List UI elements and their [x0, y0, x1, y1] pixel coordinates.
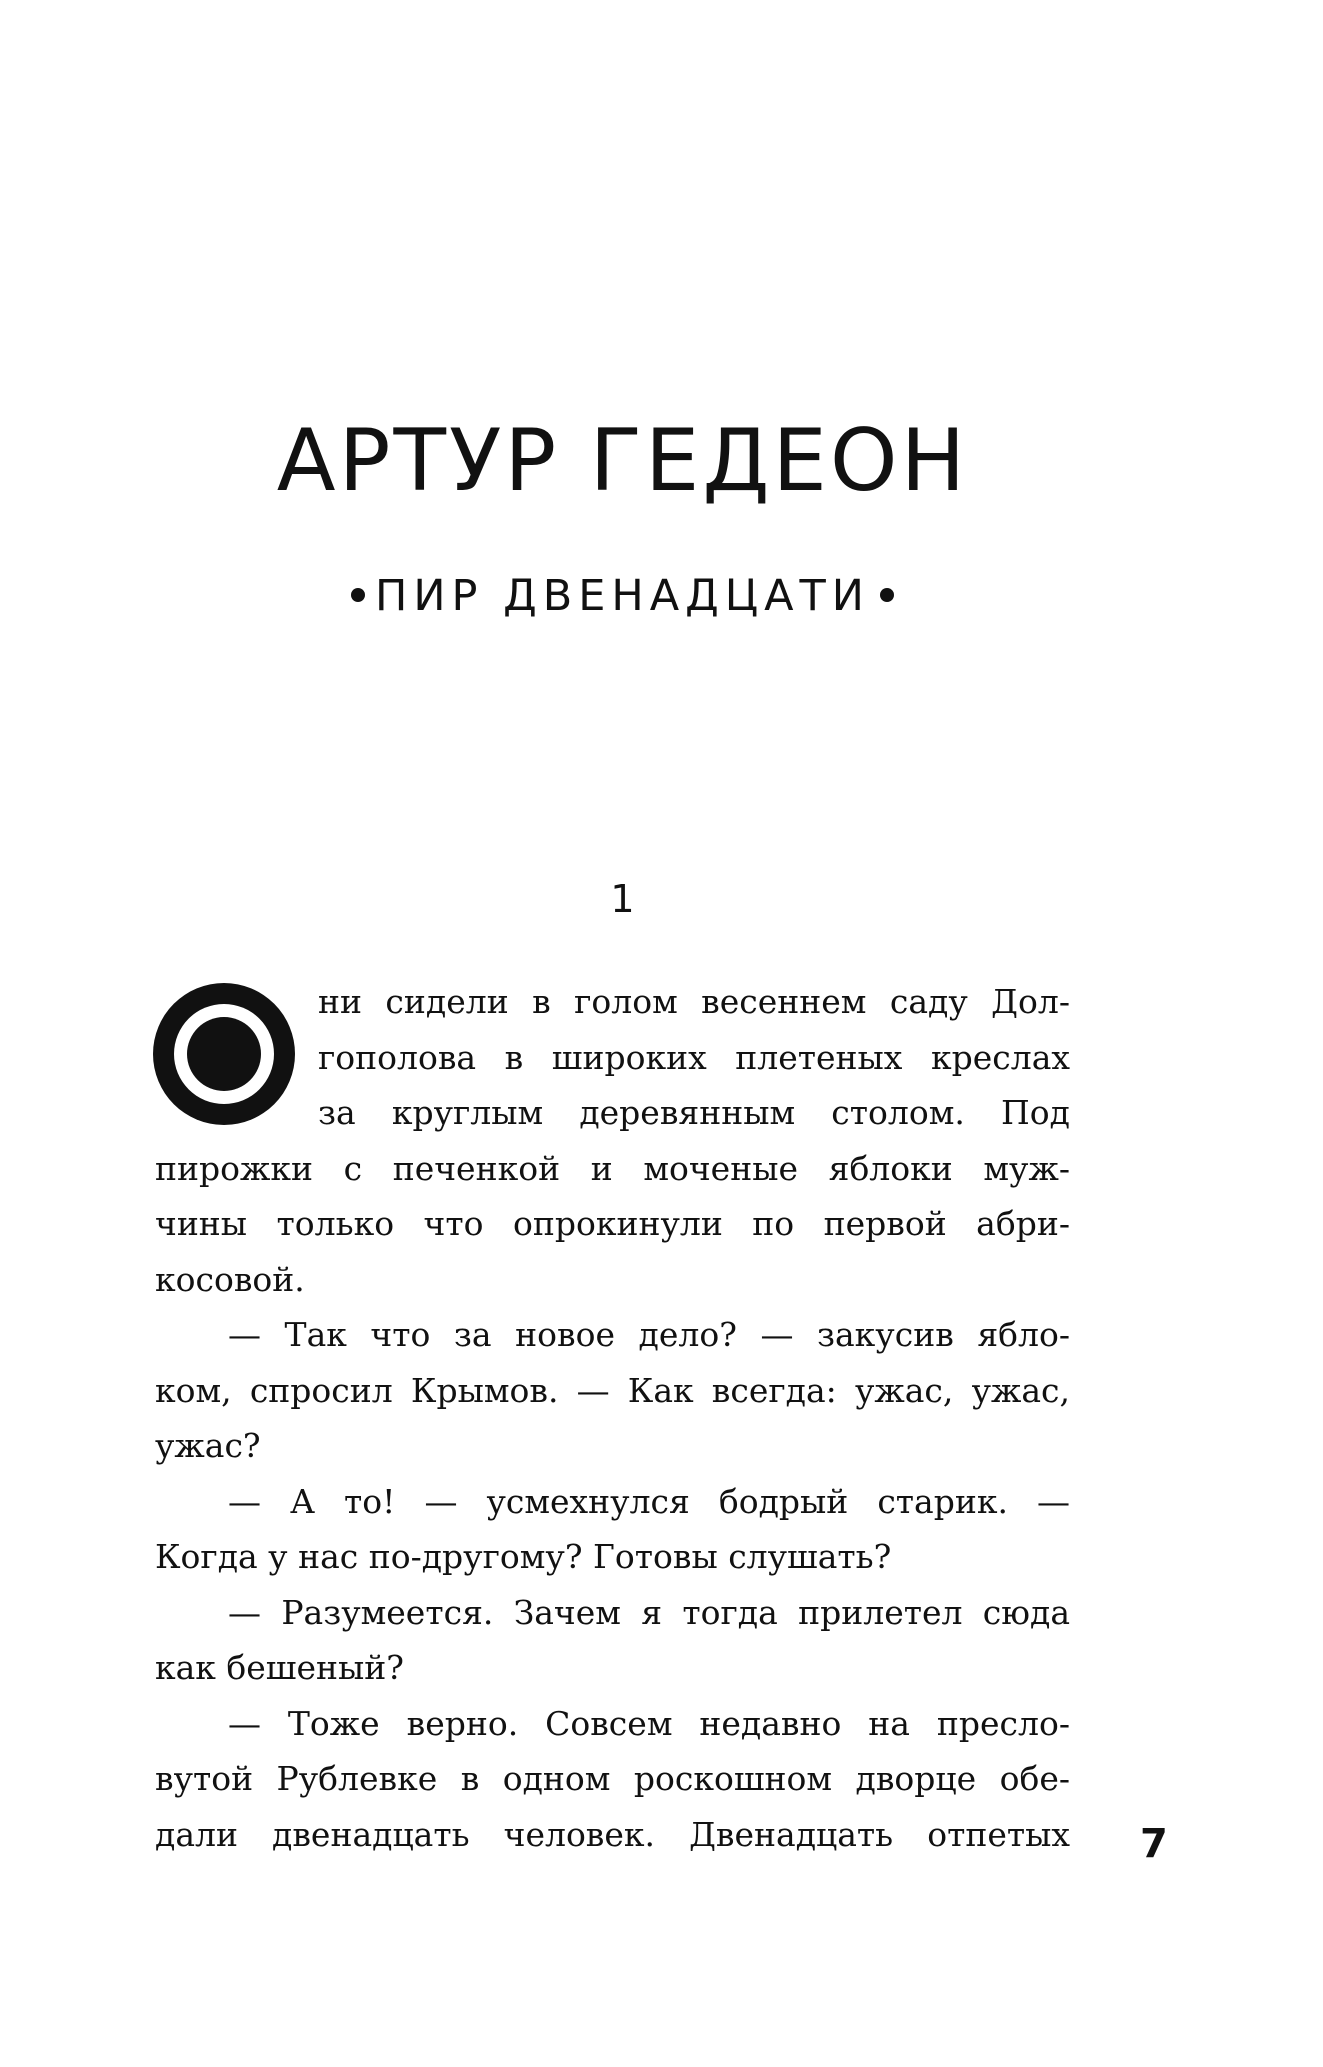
- text-line: чины только что опрокинули по первой абри-: [155, 1204, 1070, 1243]
- author-name: АРТУР ГЕДЕОН: [276, 411, 969, 511]
- text-line: Когда у нас по-другому? Готовы слушать?: [155, 1537, 892, 1576]
- text-line: за круглым деревянным столом. Под: [318, 1093, 1070, 1132]
- text-line: пирожки с печенкой и моченые яблоки муж-: [155, 1148, 1070, 1188]
- text-line: ком, спросил Крымов. — Как всегда: ужас, ужас,: [155, 1370, 1070, 1410]
- text-line: как бешеный?: [155, 1648, 404, 1687]
- text-line: — Так что за новое дело? — закусив ябло-: [228, 1315, 1070, 1354]
- chapter-number: 1: [610, 877, 635, 921]
- page-number: 7: [1140, 1821, 1168, 1867]
- text-line: — А то! — усмехнулся бодрый старик. —: [228, 1481, 1070, 1521]
- text-line: ни сидели в голом весеннем саду Дол-: [318, 982, 1070, 1021]
- text-line: вутой Рублевке в одном роскошном дворце обе-: [155, 1759, 1070, 1798]
- text-line: — Разумеется. Зачем я тогда прилетел сюда: [228, 1592, 1070, 1632]
- text-line: косовой.: [155, 1259, 305, 1299]
- bullet-right-icon: [880, 588, 894, 602]
- book-title: [0, 571, 1245, 621]
- text-line: дали двенадцать человек. Двенадцать отпетых: [155, 1814, 1070, 1854]
- book-title-text: ПИР ДВЕНАДЦАТИ: [375, 571, 870, 621]
- text-line: ужас?: [155, 1426, 261, 1465]
- text-line: гополова в широких плетеных креслах: [318, 1037, 1070, 1077]
- bullet-left-icon: [351, 588, 365, 602]
- text-line: — Тоже верно. Совсем недавно на пресло-: [228, 1703, 1070, 1743]
- chapter-body: [155, 974, 1070, 1862]
